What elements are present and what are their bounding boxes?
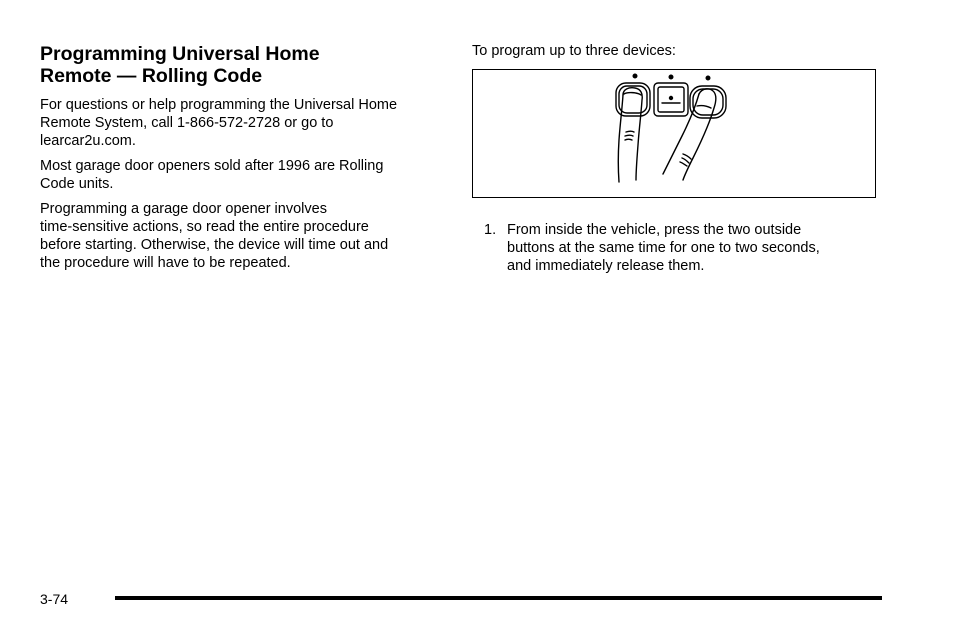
led-dot-icon [633,74,637,78]
time-sensitive-paragraph [40,200,450,272]
paragraph-line: Most garage door openers sold after 1996 are Rolling [40,158,384,174]
fingers-pressing-outside-buttons-icon [473,70,875,197]
help-paragraph [40,96,450,150]
paragraph-line: Code units. [40,176,114,192]
paragraph-line: For questions or help programming the Universal Home [40,97,398,113]
heading-line: Programming Universal Home [40,43,320,65]
intro-text: To program up to three devices: [472,43,676,59]
step-number: 1. [484,222,497,238]
heading-line: Remote — Rolling Code [40,65,263,87]
paragraph-line: before starting. Otherwise, the device will time out and [40,237,389,253]
illustration-frame [472,69,876,198]
step-line: buttons at the same time for one to two seconds, [507,240,820,256]
paragraph-line: the procedure will have to be repeated. [40,255,291,271]
rolling-code-paragraph [40,157,450,193]
step-line: and immediately release them. [507,258,705,274]
paragraph-line: Programming a garage door opener involves [40,201,327,217]
led-dot-icon [669,75,673,79]
led-dot-icon [706,76,710,80]
left-finger-icon [623,88,642,180]
section-heading [40,43,440,87]
footer-rule [115,596,882,600]
paragraph-line: learcar2u.com. [40,133,136,149]
paragraph-line: time-sensitive actions, so read the entire procedure [40,219,369,235]
step-text [507,221,877,275]
step-line: From inside the vehicle, press the two outside [507,222,802,238]
paragraph-line: Remote System, call 1-866-572-2728 or go to [40,115,334,131]
right-button-icon [690,86,726,118]
page-number: 3-74 [40,591,69,607]
